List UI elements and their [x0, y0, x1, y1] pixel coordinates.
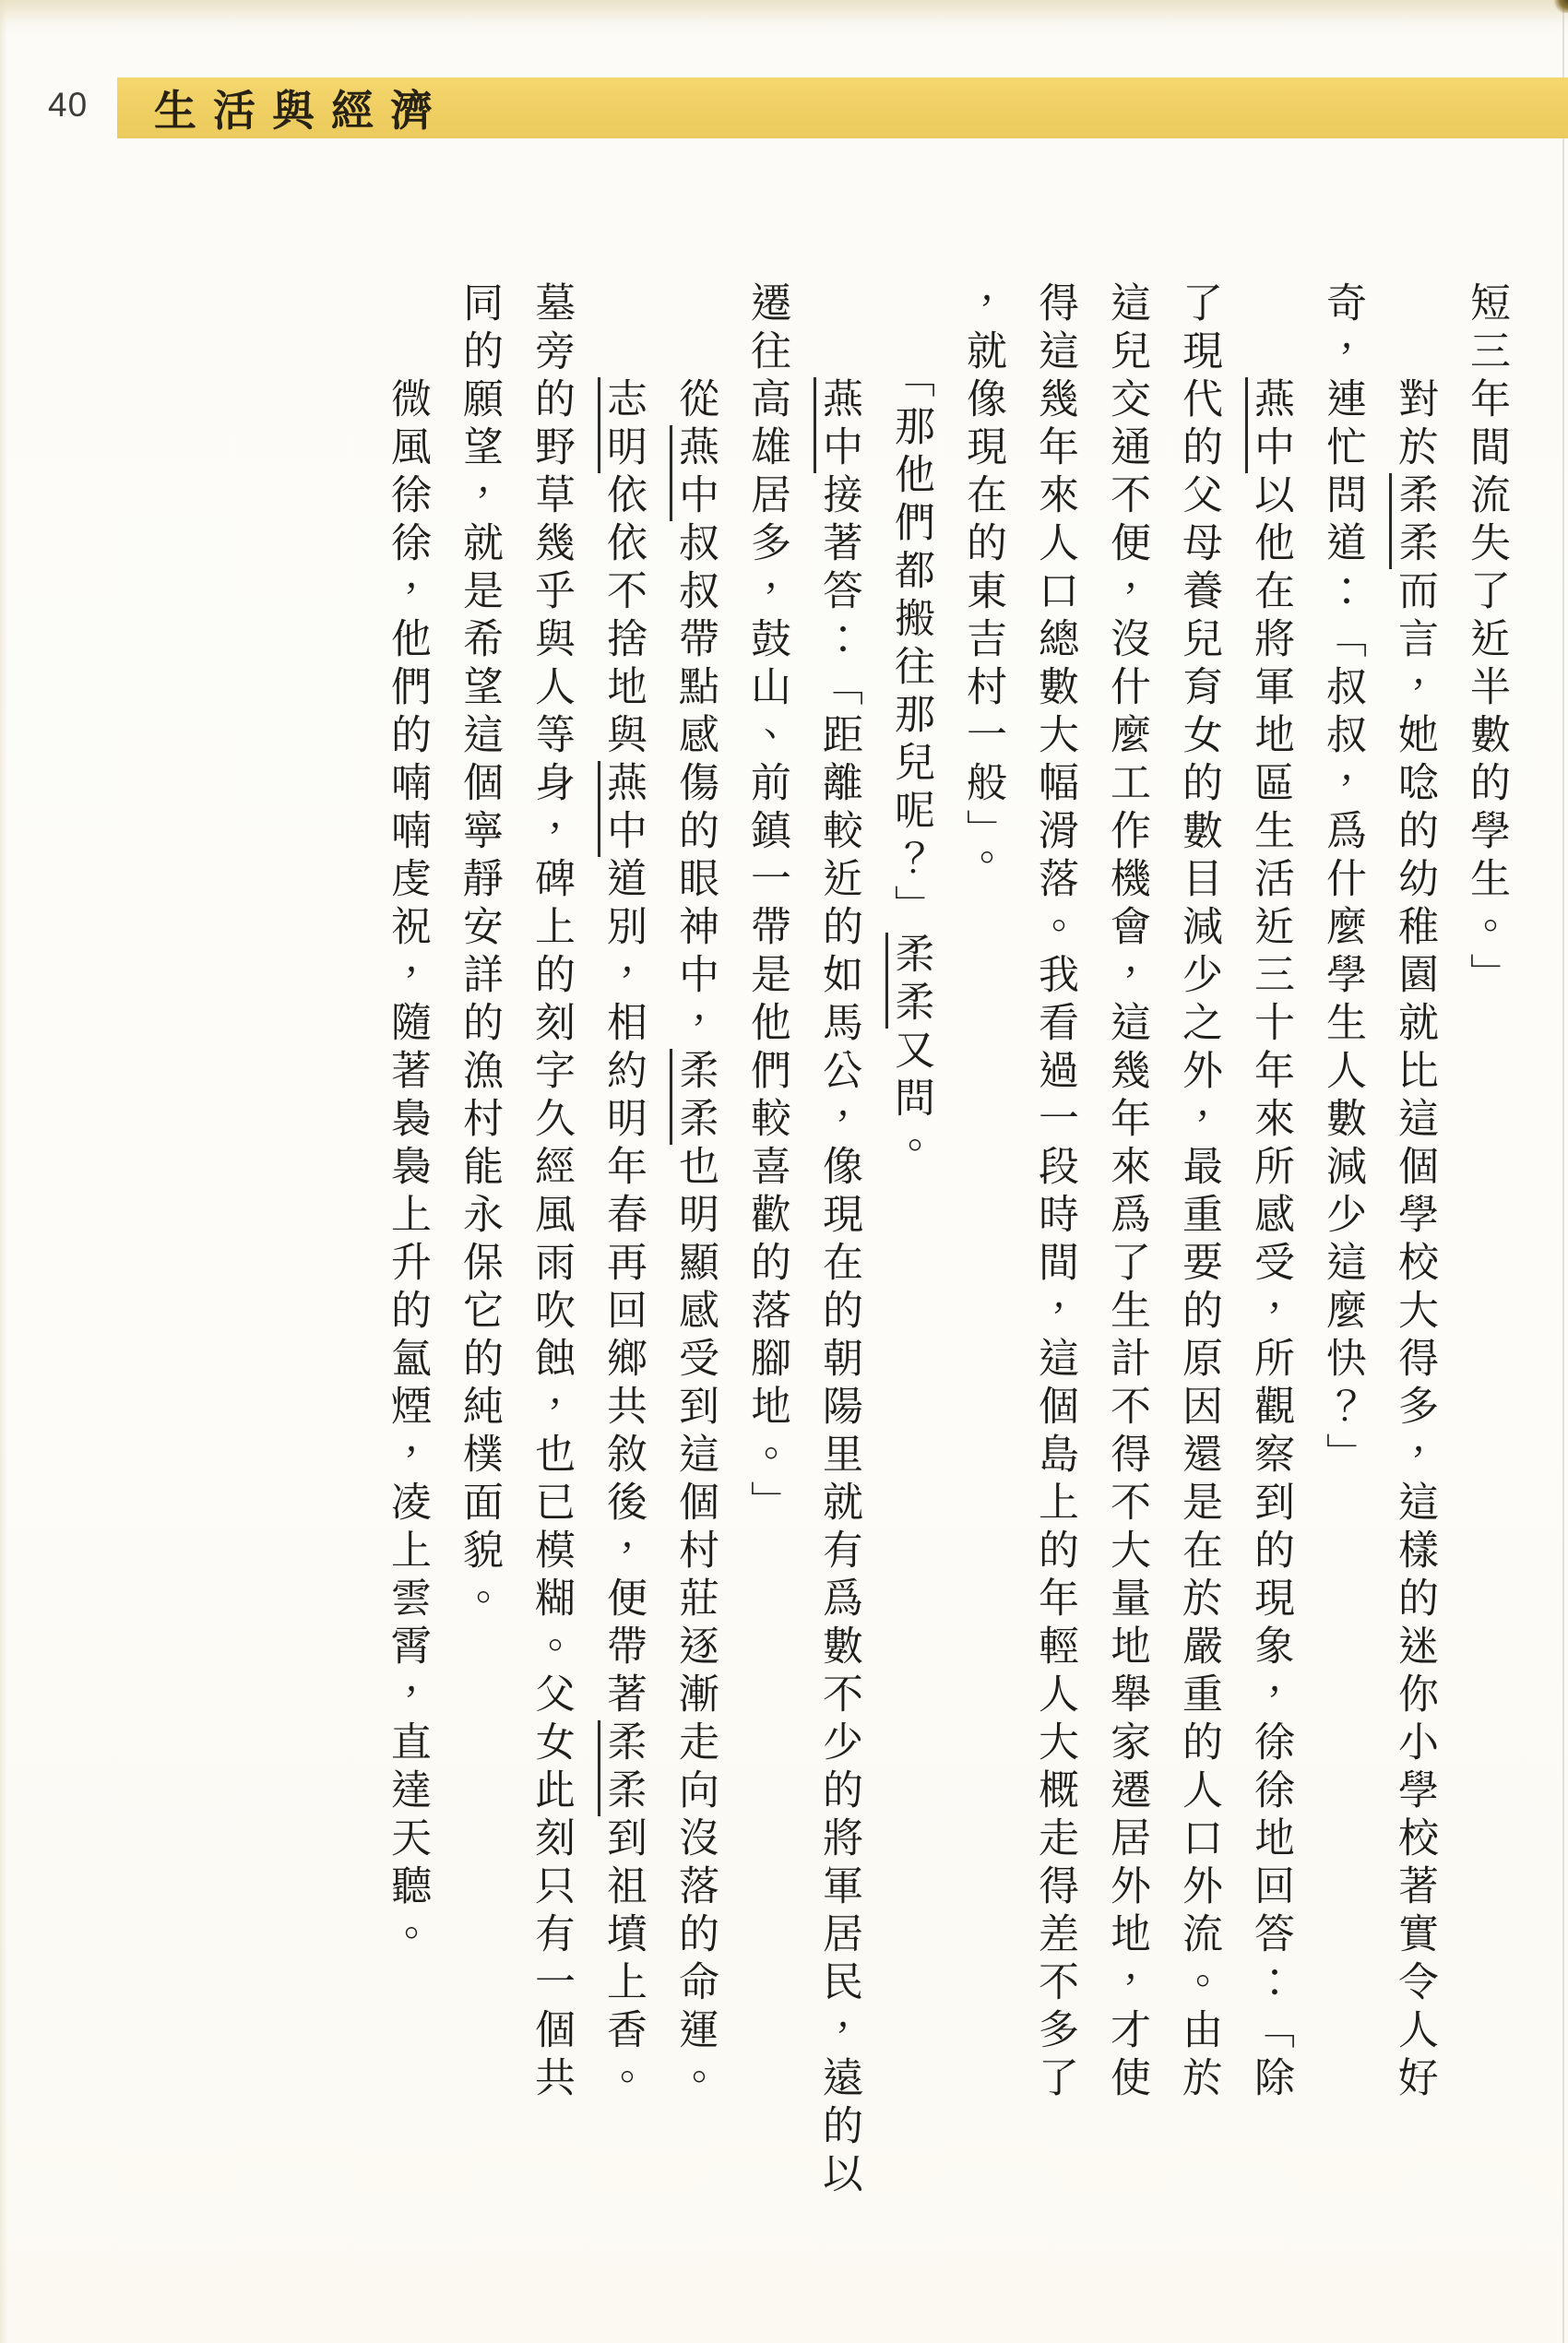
text-run: 同的願望，就是希望這個寧靜安詳的漁村能永保它的純樸面貌。	[457, 281, 502, 1624]
scan-edge-right	[1562, 0, 1564, 2343]
text-run: 微風徐徐，他們的喃喃虔祝，隨著裊裊上升的氳煙，凌上雲霄，直達天聽。	[385, 281, 430, 1960]
text-run: 從	[672, 281, 718, 425]
chapter-header-band	[117, 77, 1568, 138]
text-run: 墓旁的野草幾乎與人等身，碑上的刻字久經風雨吹蝕，也已模糊。父女此刻只有一個共	[529, 281, 574, 2104]
proper-name-marked-text: 柔柔	[885, 933, 933, 1029]
chapter-title: 生活與經濟	[154, 88, 449, 135]
text-run: 得這幾年來人口總數大幅滑落。我看過一段時間，這個島上的年輕人大概走得差不多了	[1032, 281, 1077, 2104]
text-run: 而言，她唸的幼稚園就比這個學校大得多，這樣的迷你小學校著實令人好	[1392, 569, 1437, 2104]
text-run: 到祖墳上香。	[600, 1816, 646, 2104]
text-run: 叔叔帶點感傷的眼神中，	[672, 521, 718, 1049]
text-column	[515, 281, 587, 2209]
text-column	[874, 281, 946, 2209]
proper-name-marked-text: 志明	[598, 377, 646, 473]
proper-name-marked-text: 柔柔	[670, 1049, 718, 1145]
text-run: 以他在將軍地區生活近三十年來所感受，所觀察到的現象，徐徐地回答：「除	[1248, 473, 1293, 2104]
text-run: 也明顯感受到這個村莊逐漸走向沒落的命運。	[672, 1145, 718, 2104]
article-vertical-text	[371, 281, 1522, 2209]
proper-name-marked-text: 燕中	[670, 425, 718, 521]
text-column	[587, 281, 659, 2209]
text-run: 對於	[1392, 281, 1437, 473]
text-column	[1018, 281, 1090, 2209]
text-run	[600, 281, 646, 377]
text-run	[816, 281, 861, 377]
text-run: 又問。	[888, 1029, 933, 1172]
proper-name-marked-text: 燕中	[1245, 377, 1293, 473]
text-column	[443, 281, 515, 2209]
text-run: 奇，連忙問道：「叔叔，爲什麼學生人數減少這麼快？」	[1320, 281, 1365, 1481]
text-run: 短三年間流失了近半數的學生。」	[1464, 281, 1509, 1001]
text-column	[1234, 281, 1306, 2209]
text-column	[371, 281, 443, 2209]
scan-edge-top	[0, 0, 1568, 24]
text-column	[802, 281, 874, 2209]
proper-name-marked-text: 柔柔	[1389, 473, 1437, 569]
text-run: 接著答：「距離較近的如馬公，像現在的朝陽里就有爲數不少的將軍居民，遠的以	[816, 473, 861, 2200]
text-run: 這兒交通不便，沒什麼工作機會，這幾年來爲了生計不得不大量地舉家遷居外地，才使	[1104, 281, 1149, 2104]
text-run: 了現代的父母養兒育女的數目減少之外，最重要的原因還是在於嚴重的人口外流。由於	[1176, 281, 1221, 2104]
text-column	[731, 281, 802, 2209]
text-column	[1450, 281, 1522, 2209]
text-run: ，就像現在的東吉村一般」。	[960, 281, 1005, 885]
text-run: 依依不捨地與	[600, 473, 646, 761]
text-column	[1162, 281, 1234, 2209]
text-column	[1090, 281, 1162, 2209]
text-run: 遷往高雄居多，鼓山、前鎮一帶是他們較喜歡的落腳地。」	[744, 281, 790, 1528]
text-column	[659, 281, 731, 2209]
proper-name-marked-text: 燕中	[598, 761, 646, 857]
text-column	[1306, 281, 1378, 2209]
scan-corner-shadow	[1553, 0, 1568, 13]
text-run: 道別，相約明年春再回鄉共敘後，便帶著	[600, 857, 646, 1720]
text-column	[946, 281, 1018, 2209]
proper-name-marked-text: 燕中	[814, 377, 861, 473]
page-number: 40	[48, 86, 89, 124]
proper-name-marked-text: 柔柔	[598, 1720, 646, 1816]
text-run: 「那他們都搬往那兒呢？」	[888, 281, 933, 933]
text-column	[1378, 281, 1450, 2209]
scan-edge-left	[0, 0, 7, 2343]
text-run	[1248, 281, 1293, 377]
